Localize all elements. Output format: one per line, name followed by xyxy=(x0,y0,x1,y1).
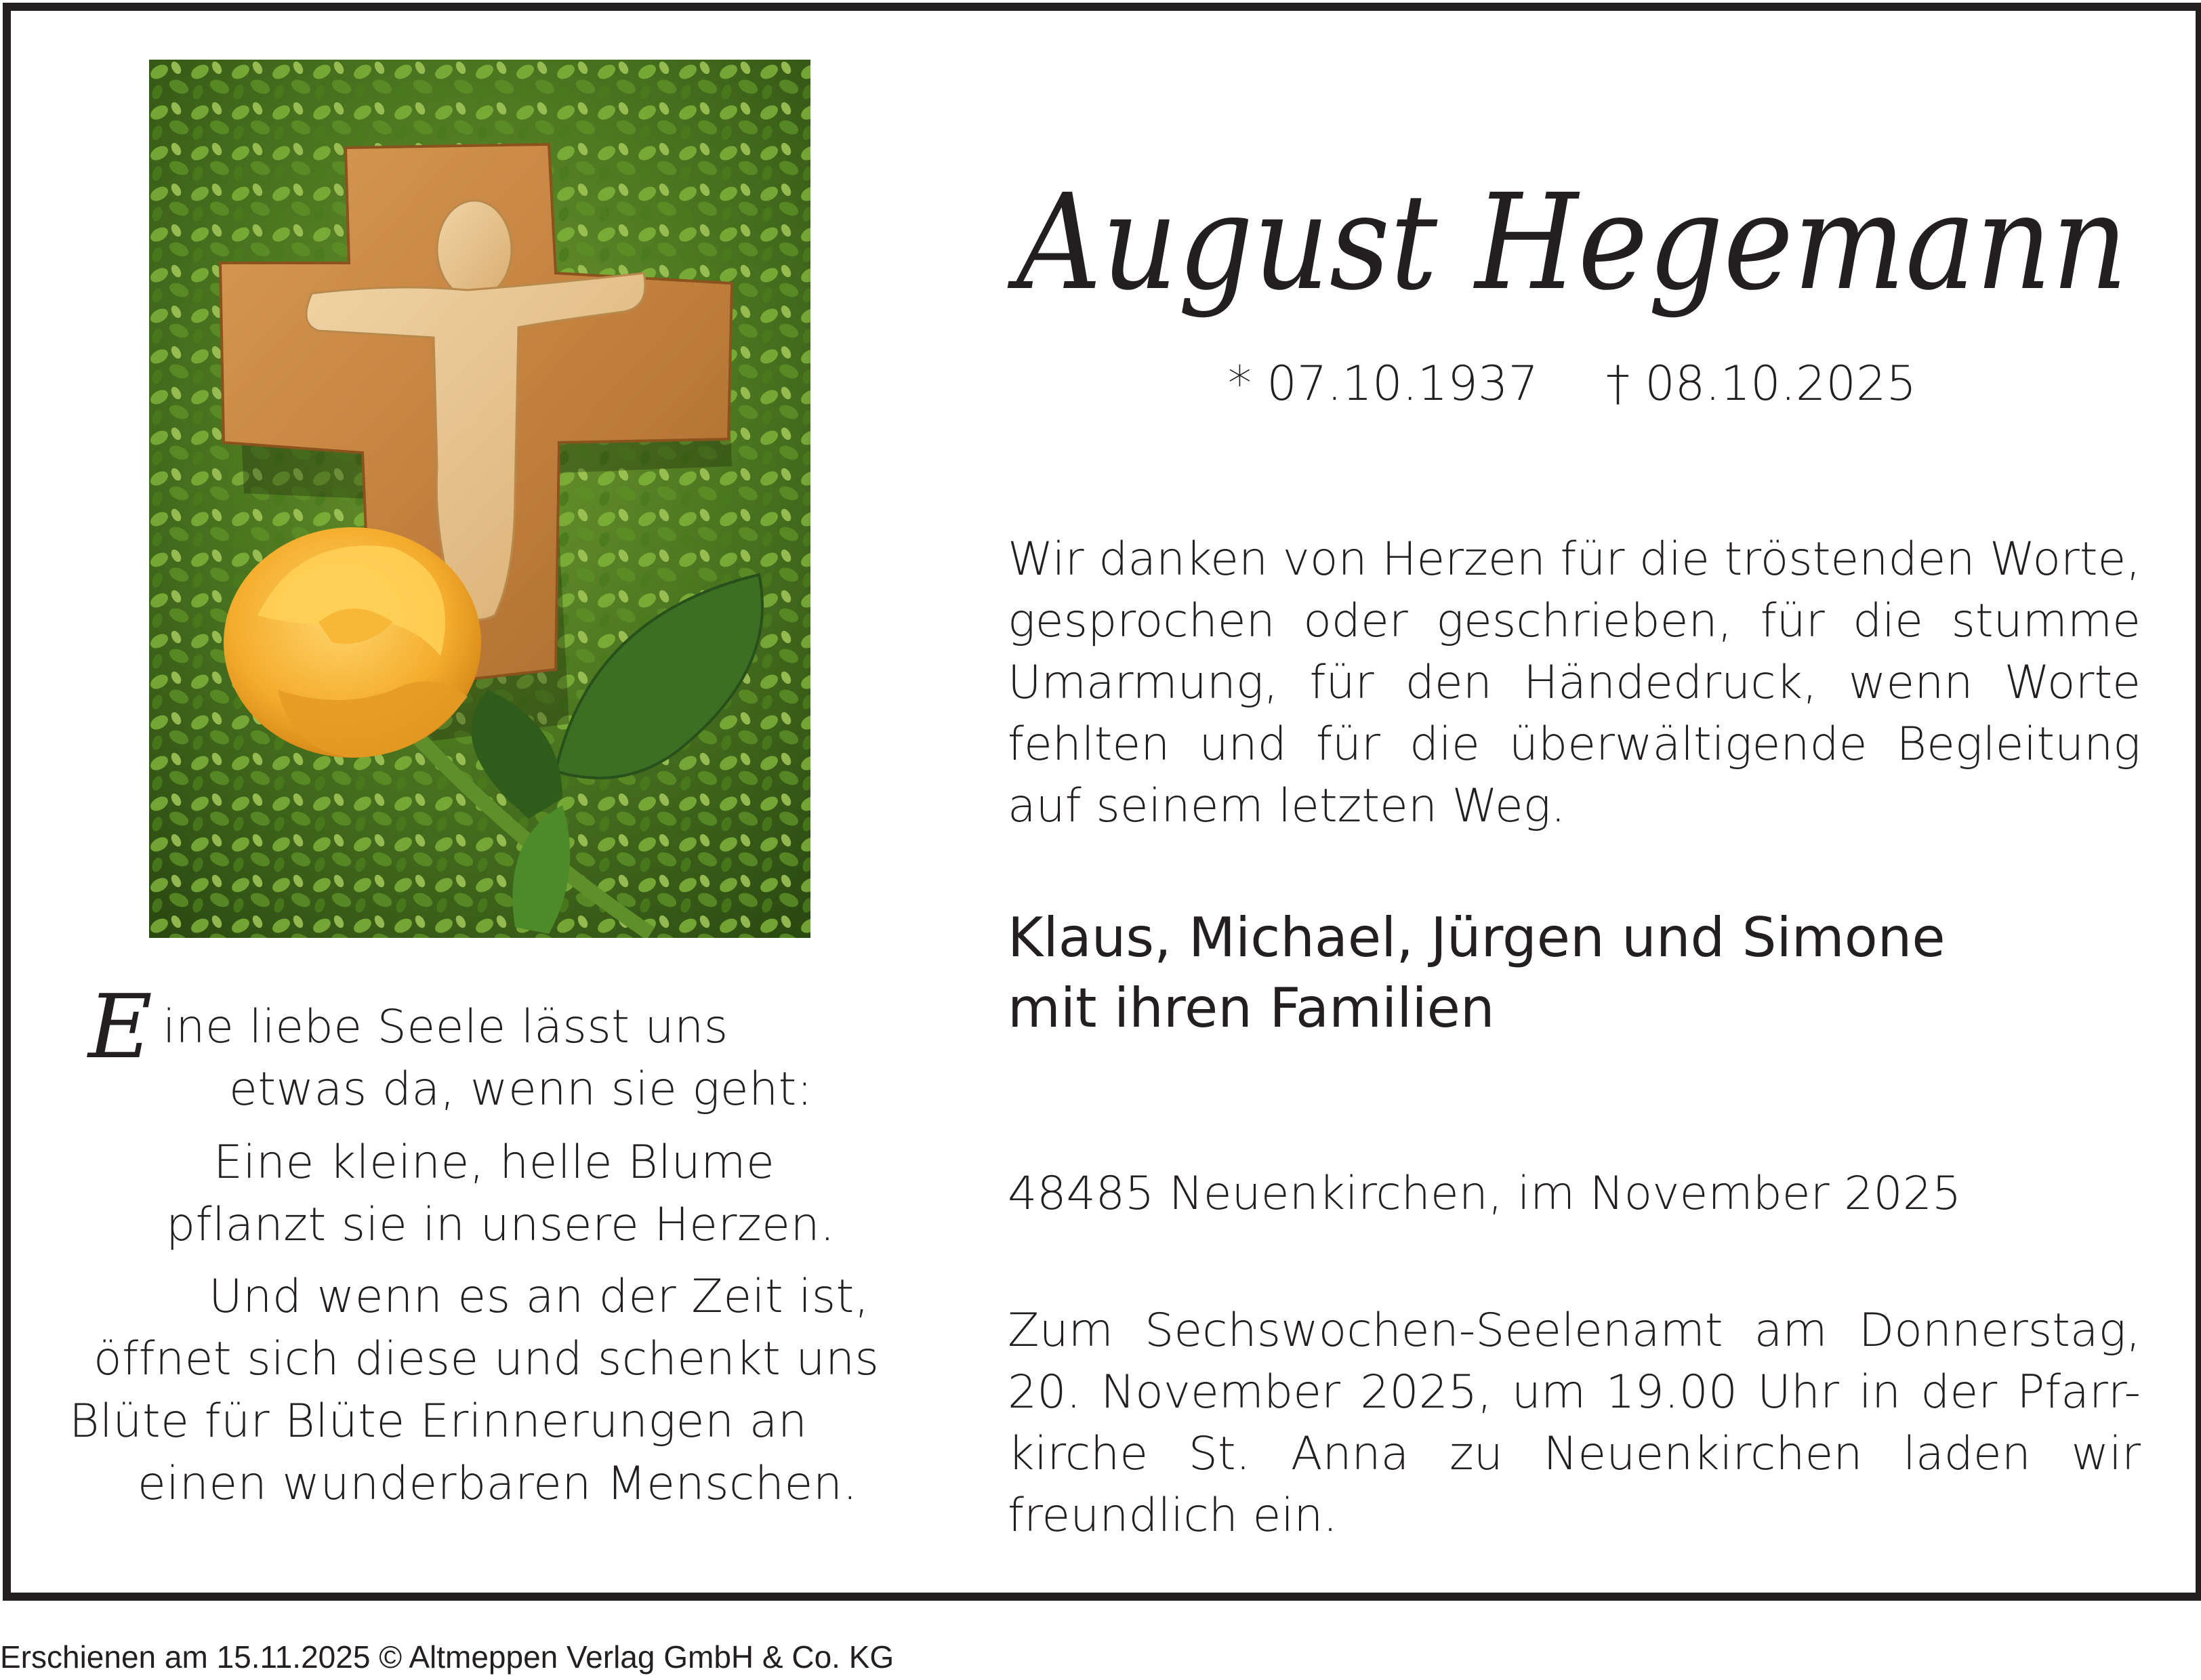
place-date: 48485 Neuenkirchen, im November 2025 xyxy=(1008,1167,1962,1221)
poem-line-3: Eine kleine, helle Blume xyxy=(213,1136,775,1189)
poem-initial: E xyxy=(88,975,153,1078)
service-line-1: Zum Sechswochen-Seelenamt am Donnerstag, xyxy=(1008,1304,2141,1357)
poem-line-1: ine liebe Seele lässt uns xyxy=(163,1000,728,1054)
poem-line-6: öffnet sich diese und schenkt uns xyxy=(94,1332,880,1386)
thanks-line-4: fehlten und für die überwältigende Begleitung xyxy=(1008,718,2141,771)
photo-illustration xyxy=(149,60,810,938)
cross-rose-photo xyxy=(149,60,810,938)
deceased-name xyxy=(1003,152,2141,356)
thanks-line-1: Wir danken von Herzen für die tröstenden Worte, xyxy=(1008,533,2141,586)
service-announcement xyxy=(1008,1300,2141,1546)
service-line-4: freundlich ein. xyxy=(1008,1489,1338,1542)
thanks-line-3: Umarmung, für den Händedruck, wenn Worte xyxy=(1008,656,2141,710)
birth-date: * 07.10.1937 xyxy=(1227,356,1538,411)
deceased-name-svg xyxy=(1003,152,2141,356)
poem-line-5: Und wenn es an der Zeit ist, xyxy=(209,1270,869,1324)
thanks-text xyxy=(1008,529,2141,837)
thanks-line-2: gesprochen oder geschrieben, für die stumme xyxy=(1008,594,2141,648)
family-line-1: Klaus, Michael, Jürgen und Simone xyxy=(1008,906,1946,969)
publication-footer: Erschienen am 15.11.2025 © Altmeppen Verlag GmbH & Co. KG xyxy=(0,1639,894,1675)
family-line-2: mit ihren Familien xyxy=(1008,977,1495,1040)
poem-line-8: einen wunderbaren Menschen. xyxy=(138,1457,858,1511)
service-line-3: kirche St. Anna zu Neuenkirchen laden wir xyxy=(1008,1427,2141,1481)
poem-line-7: Blüte für Blüte Erinnerungen an xyxy=(69,1395,808,1448)
deceased-name-text: August Hegemann xyxy=(1007,165,2128,319)
life-dates xyxy=(1003,356,2141,411)
thanks-line-5: auf seinem letzten Weg. xyxy=(1008,779,1566,833)
poem-line-4: pflanzt sie in unsere Herzen. xyxy=(166,1198,836,1252)
family-signature xyxy=(1008,903,2160,1044)
poem-line-2: etwas da, wenn sie geht: xyxy=(229,1063,813,1116)
service-line-2: 20. November 2025, um 19.00 Uhr in der Pfarr- xyxy=(1008,1366,2141,1419)
death-date: † 08.10.2025 xyxy=(1606,356,1917,411)
